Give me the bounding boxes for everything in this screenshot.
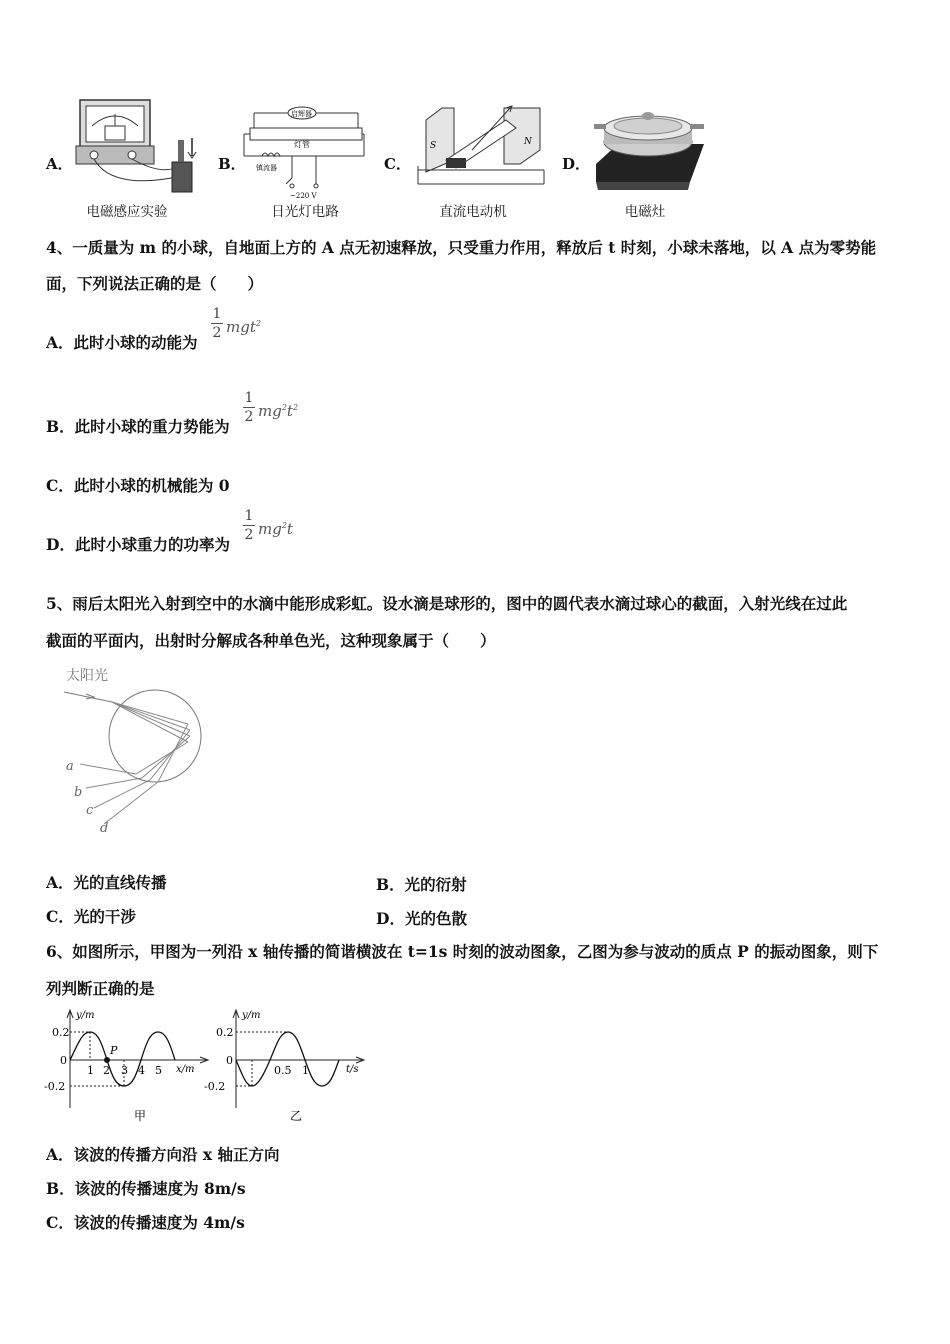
south-pole-label: S: [430, 141, 437, 151]
q3-option-a-caption: 电磁感应实验: [86, 204, 168, 220]
q3-option-a-figure: [72, 96, 202, 196]
q6-vibration-graph-figure: [200, 1004, 370, 1128]
q4-option-d-expr: $mg^2t$: [258, 520, 293, 538]
vibration-tick-x-0-5: 0.5: [274, 1064, 292, 1077]
q6-stem-line2: 列判断正确的是: [46, 979, 155, 998]
q5-raindrop-figure: [60, 664, 210, 836]
q3-option-b-caption: 日光灯电路: [271, 204, 339, 220]
point-p-marker: [104, 1057, 110, 1063]
ray-d-label: d: [100, 821, 109, 836]
q6-option-b: B．该波的传播速度为 8m/s: [46, 1179, 246, 1198]
wave-tick-x-5: 5: [155, 1064, 162, 1077]
vibration-tick-y-top: 0.2: [216, 1026, 234, 1039]
fluorescent-circuit-figure: [240, 104, 370, 200]
wave-tick-x-3: 3: [121, 1064, 128, 1077]
q4-stem-line2: 面，下列说法正确的是（ ）: [46, 274, 264, 293]
fraction-denominator: 2: [212, 325, 222, 341]
tube-label: 灯管: [294, 140, 310, 149]
vibration-x-axis-label: t/s: [346, 1064, 359, 1075]
dc-motor-figure: [412, 100, 548, 196]
q3-option-c-figure: [412, 100, 548, 196]
q3-option-d-caption: 电磁灶: [624, 204, 666, 220]
starter-label: 启辉器: [291, 110, 312, 118]
vibration-y-axis-label: y/m: [242, 1010, 261, 1021]
q4-stem-line1: 4、一质量为 m 的小球，自地面上方的 A 点无初速释放，只受重力作用，释放后 t 时刻，小球未落地，以 A 点为零势能: [46, 238, 877, 257]
q3-option-b-letter: B．: [218, 155, 246, 173]
q5-option-d: D．光的色散: [376, 909, 467, 928]
fraction-denominator: 2: [244, 527, 254, 543]
vibration-graph-caption: 乙: [290, 1109, 303, 1123]
fraction-numerator: 1: [244, 508, 254, 524]
wave-graph: [40, 1004, 210, 1128]
q3-option-d-letter: D．: [562, 155, 591, 173]
wave-tick-y-top: 0.2: [52, 1026, 70, 1039]
voltage-label: ~220 V: [290, 192, 317, 200]
raindrop-diagram: [60, 664, 210, 836]
wave-y-axis-label: y/m: [76, 1010, 95, 1021]
q4-option-d: D．此时小球重力的功率为: [46, 535, 230, 554]
q5-stem-line1: 5、雨后太阳光入射到空中的水滴中能形成彩虹。设水滴是球形的，图中的圆代表水滴过球心的截面，入射光线在过此: [46, 594, 848, 613]
wave-tick-x-4: 4: [138, 1064, 145, 1077]
ray-b-label: b: [74, 785, 83, 800]
q5-option-c: C．光的干涉: [46, 907, 136, 926]
q4-option-b-fraction: [243, 390, 255, 425]
q3-option-d-figure: [590, 104, 710, 196]
q6-wave-graph-figure: [40, 1004, 210, 1128]
fraction-numerator: 1: [212, 306, 222, 322]
q4-option-c: C．此时小球的机械能为 0: [46, 476, 230, 495]
q3-option-c-letter: C．: [384, 155, 411, 173]
q4-option-b: B．此时小球的重力势能为: [46, 417, 230, 436]
q4-option-b-expr: $mg^2t^2$: [258, 402, 299, 420]
galvanometer-figure: [72, 96, 202, 196]
q4-option-a: A．此时小球的动能为: [46, 333, 198, 352]
q6-option-c: C．该波的传播速度为 4m/s: [46, 1213, 245, 1232]
wave-tick-x-2: 2: [103, 1064, 110, 1077]
wave-tick-y-bottom: -0.2: [44, 1080, 66, 1093]
q4-option-d-fraction: [243, 508, 255, 543]
ray-c-label: c: [86, 803, 94, 818]
q5-stem-line2: 截面的平面内，出射时分解成各种单色光，这种现象属于（ ）: [46, 631, 496, 650]
point-p-label: P: [110, 1044, 118, 1057]
q6-stem-line1: 6、如图所示，甲图为一列沿 x 轴传播的简谐横波在 t=1s 时刻的波动图象，乙图为参与波动的质点 P 的振动图象，则下: [46, 942, 879, 961]
vibration-tick-x-1: 1: [302, 1064, 309, 1077]
ray-a-label: a: [66, 759, 74, 774]
vibration-tick-y-bottom: -0.2: [204, 1080, 226, 1093]
q4-option-a-fraction: [211, 306, 223, 341]
vibration-graph: [200, 1004, 370, 1128]
vibration-tick-y-zero: 0: [226, 1054, 233, 1067]
ballast-label: 镇流器: [256, 164, 277, 172]
wave-tick-x-1: 1: [87, 1064, 94, 1077]
induction-cooker-figure: [590, 104, 710, 196]
wave-graph-caption: 甲: [134, 1109, 147, 1123]
fraction-numerator: 1: [244, 390, 254, 406]
sunlight-label: 太阳光: [66, 668, 108, 684]
north-pole-label: N: [524, 137, 532, 147]
q4-option-a-expr: mgt$^2$: [226, 318, 261, 336]
wave-tick-y-zero: 0: [60, 1054, 67, 1067]
q5-option-a: A．光的直线传播: [46, 873, 167, 892]
q3-option-c-caption: 直流电动机: [439, 204, 507, 220]
q6-option-a: A．该波的传播方向沿 x 轴正方向: [46, 1145, 280, 1164]
q5-option-b: B．光的衍射: [376, 875, 467, 894]
wave-x-axis-label: x/m: [176, 1064, 195, 1075]
q3-option-b-figure: [240, 104, 370, 200]
fraction-denominator: 2: [244, 409, 254, 425]
q3-option-a-letter: A．: [46, 155, 73, 173]
